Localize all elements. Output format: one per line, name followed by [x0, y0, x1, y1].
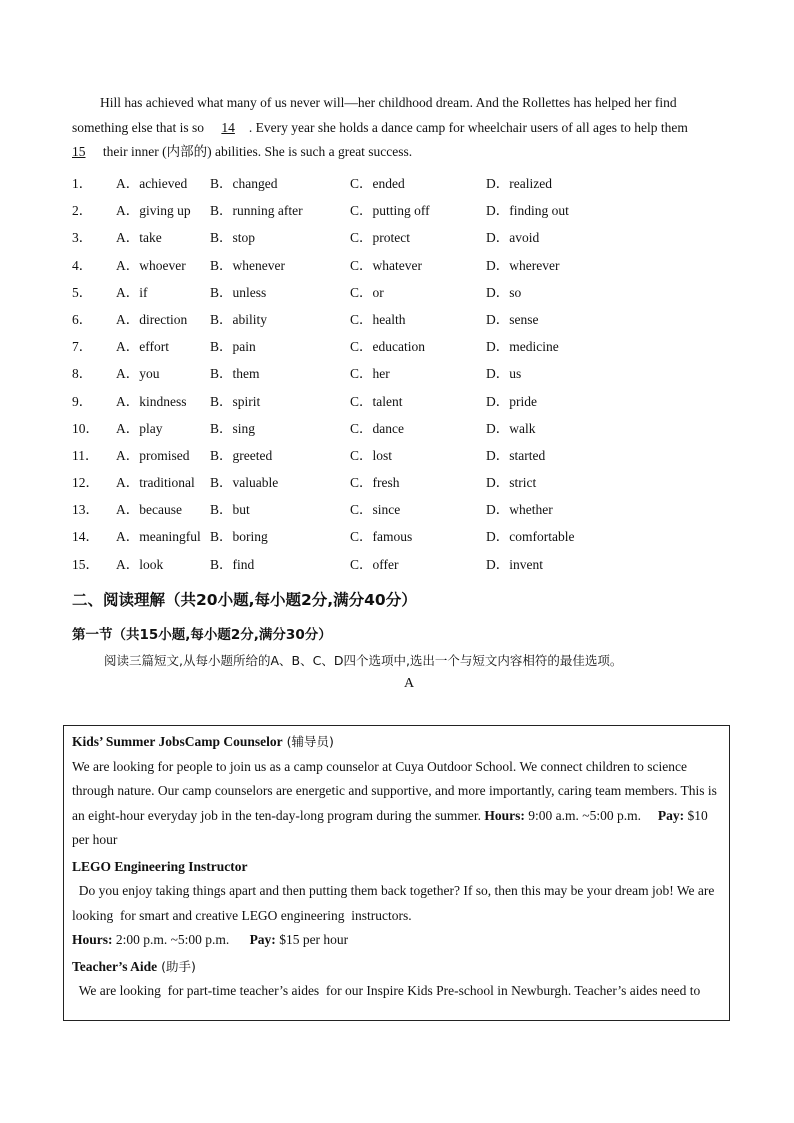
option-b: B．stop	[210, 230, 256, 246]
option-d: D．whether	[486, 502, 553, 518]
question-number: 6．	[72, 311, 93, 327]
question-number: 2．	[72, 203, 93, 219]
option-a: A．giving up	[116, 203, 191, 219]
option-c: C．health	[350, 311, 406, 327]
question-number: 5．	[72, 284, 93, 300]
question-row	[72, 357, 732, 384]
question-row	[72, 439, 732, 466]
option-d: D．strict	[486, 475, 537, 491]
question-number: 14．	[72, 529, 99, 545]
section-title: 二、阅读理解（共20小题,每小题2分,满分40分）	[72, 591, 417, 609]
question-row	[72, 167, 732, 194]
option-c: C．putting off	[350, 203, 430, 219]
option-d: D．realized	[486, 176, 552, 191]
option-a: A．achieved	[116, 176, 188, 191]
option-d: D．so	[486, 284, 522, 300]
question-row	[72, 194, 732, 221]
blank-15: 15	[72, 144, 86, 159]
question-number: 15．	[72, 556, 99, 572]
option-c: C．talent	[350, 393, 403, 409]
option-b: B．them	[210, 366, 260, 382]
option-b: B．ability	[210, 311, 267, 327]
options-list	[72, 167, 732, 575]
option-c: C．since	[350, 502, 401, 518]
question-number: 9．	[72, 393, 93, 409]
option-c: C．famous	[350, 529, 413, 545]
passage-letter: A	[404, 676, 415, 691]
passage-line-2: something else that is so 14 . Every year she holds a dance camp for wheelchair users of all ages to help them	[72, 116, 722, 141]
option-a: A．you	[116, 366, 160, 382]
option-d: D．wherever	[486, 257, 560, 273]
question-row	[72, 412, 732, 439]
option-b: B．whenever	[210, 257, 285, 273]
option-c: C．lost	[350, 447, 393, 463]
option-c: C．offer	[350, 556, 399, 572]
option-a: A．traditional	[116, 475, 195, 491]
option-b: B．pain	[210, 339, 256, 355]
option-b: B．running after	[210, 203, 303, 219]
option-a: A．direction	[116, 311, 188, 327]
option-b: B．greeted	[210, 447, 273, 463]
question-number: 13．	[72, 502, 99, 518]
part-title: 第一节（共15小题,每小题2分,满分30分）	[72, 627, 332, 643]
option-d: D．started	[486, 447, 546, 463]
option-c: C．protect	[350, 230, 410, 246]
question-number: 3．	[72, 230, 93, 246]
option-a: A．meaningful	[116, 529, 201, 545]
question-number: 7．	[72, 339, 93, 355]
question-row	[72, 548, 732, 575]
option-d: D．avoid	[486, 230, 540, 246]
option-a: A．play	[116, 420, 163, 436]
question-number: 10．	[72, 420, 99, 436]
option-c: C．whatever	[350, 257, 422, 273]
option-d: D．finding out	[486, 203, 569, 219]
option-b: B．boring	[210, 529, 268, 545]
option-d: D．walk	[486, 420, 536, 436]
question-row	[72, 520, 732, 547]
instruction-text: 阅读三篇短文,从每小题所给的A、B、C、D四个选项中,选出一个与短文内容相符的最佳选项。	[104, 653, 623, 668]
option-a: A．take	[116, 230, 162, 246]
question-number: 12．	[72, 475, 99, 491]
option-b: B．but	[210, 502, 250, 518]
option-b: B．find	[210, 556, 255, 572]
option-a: A．promised	[116, 447, 190, 463]
option-d: D．medicine	[486, 339, 559, 355]
question-number: 4．	[72, 257, 93, 273]
option-d: D．sense	[486, 311, 539, 327]
question-row	[72, 249, 732, 276]
question-row	[72, 330, 732, 357]
option-a: A．effort	[116, 339, 169, 355]
job1-title: Kids’ Summer JobsCamp Counselor (辅导员)	[72, 734, 334, 749]
option-d: D．us	[486, 366, 522, 382]
option-b: B．sing	[210, 420, 256, 436]
job3-description: We are looking for part-time teacher’s aides for our Inspire Kids Pre-school in Newburgh. Teacher’s aides need to	[72, 983, 701, 998]
question-number: 11．	[72, 447, 99, 463]
question-number: 1．	[72, 176, 93, 191]
job-ads-box	[63, 725, 730, 1021]
option-c: C．fresh	[350, 475, 400, 491]
option-a: A．because	[116, 502, 182, 518]
blank-14: 14	[221, 119, 235, 135]
option-a: A．if	[116, 284, 148, 300]
option-a: A．kindness	[116, 393, 187, 409]
option-b: B．unless	[210, 284, 267, 300]
question-row	[72, 385, 732, 412]
job2-description: Do you enjoy taking things apart and then putting them back together? If so, then this may be your dream job! We are looking for smart and creative LEGO engineering instructors.	[72, 883, 718, 923]
question-number: 8．	[72, 366, 93, 382]
option-c: C．her	[350, 366, 390, 382]
question-row	[72, 276, 732, 303]
option-b: B．changed	[210, 176, 278, 191]
passage-line-1: Hill has achieved what many of us never will—her childhood dream. And the Rollettes has helped her find	[100, 95, 677, 110]
question-row	[72, 303, 732, 330]
job2-hours-pay: Hours: 2:00 p.m. ~5:00 p.m. Pay: $15 per hour	[72, 932, 349, 947]
passage-text	[72, 91, 722, 165]
question-row	[72, 493, 732, 520]
option-a: A．look	[116, 556, 164, 572]
option-c: C．education	[350, 339, 425, 355]
option-d: D．invent	[486, 556, 543, 572]
option-d: D．comfortable	[486, 529, 575, 545]
option-a: A．whoever	[116, 257, 186, 273]
option-c: C．ended	[350, 176, 405, 191]
option-c: C．or	[350, 284, 384, 300]
option-c: C．dance	[350, 420, 404, 436]
job1-description: We are looking for people to join us as a camp counselor at Cuya Outdoor School. We connect children to science through nature. Our camp counselors are energetic and supportive, and more importantly, caring team members. This is an eight-hour everyday job in the ten-day-long program during the summer. Hours: 9:00 a.m. ~5:00 p.m. Pay: $10 per hour	[72, 758, 717, 847]
question-row	[72, 466, 732, 493]
option-b: B．spirit	[210, 393, 261, 409]
option-b: B．valuable	[210, 475, 279, 491]
option-d: D．pride	[486, 393, 537, 409]
question-row	[72, 221, 732, 248]
job2-title: LEGO Engineering Instructor	[72, 858, 248, 874]
job3-title: Teacher’s Aide (助手)	[72, 958, 196, 974]
passage-line-3: 15 their inner (内部的) abilities. She is such a great success.	[72, 140, 722, 165]
